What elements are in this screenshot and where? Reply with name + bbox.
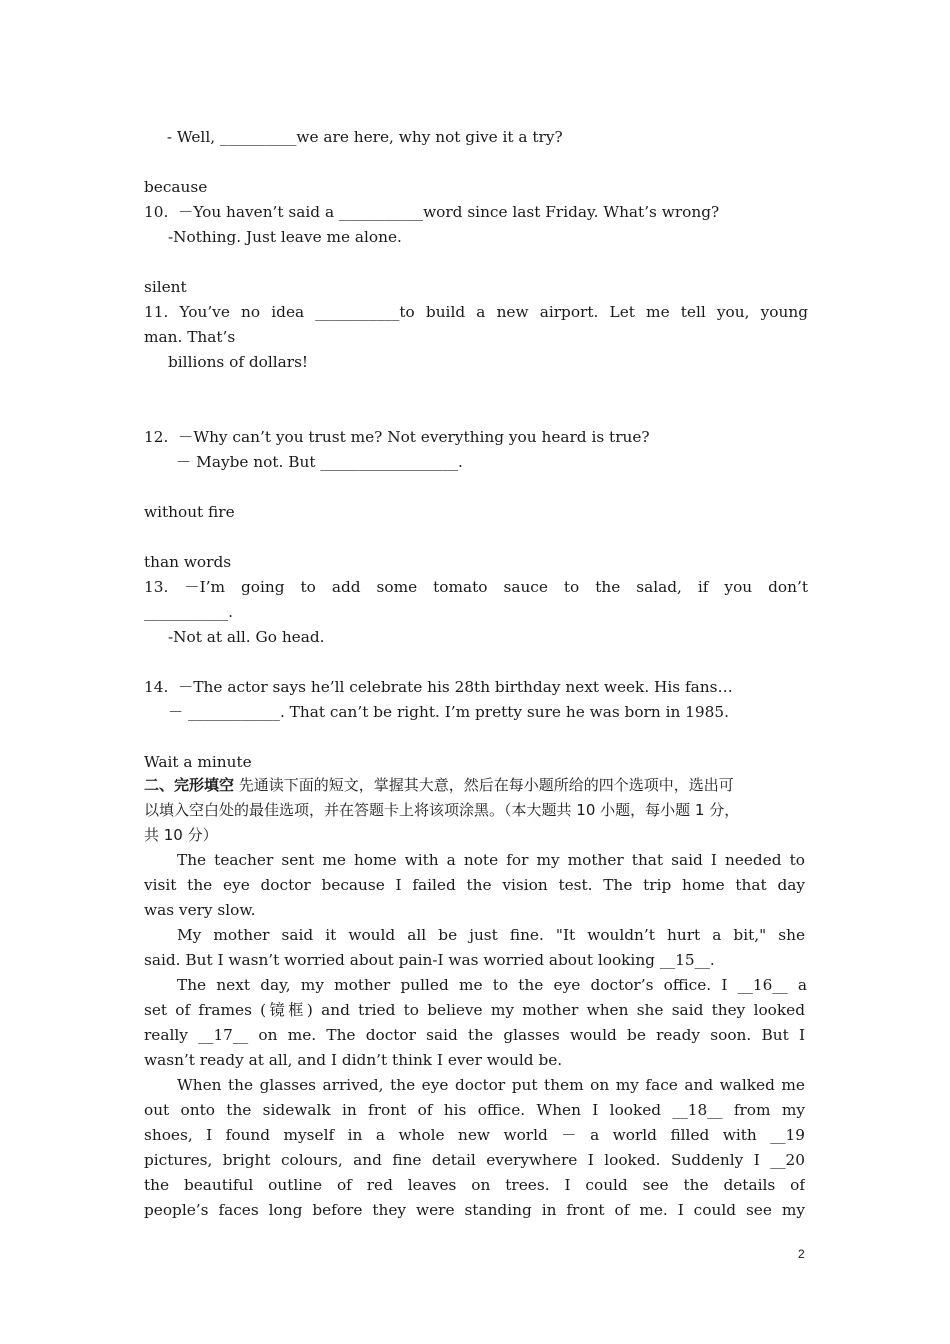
- q11-options-cd: [144, 400, 808, 425]
- passage-line: My mother said it would all be just fine. "It wouldn’t hurt a bit," she: [177, 926, 805, 944]
- q9-options: [144, 150, 808, 175]
- passage-line: The next day, my mother pulled me to the eye doctor’s office. I __16__ a: [177, 976, 807, 994]
- passage-line: wasn’t ready at all, and I didn’t think I ever would be.: [144, 1051, 563, 1069]
- passage-line: the beautiful outline of red leaves on trees. I could see the details of: [144, 1176, 805, 1194]
- q10-response: -Nothing. Just leave me alone.: [168, 228, 402, 246]
- q12-options-ab: [144, 475, 808, 500]
- passage-line: people’s faces long before they were standing in front of me. I could see my: [144, 1201, 805, 1219]
- passage-line: When the glasses arrived, the eye doctor put them on my face and walked me: [177, 1076, 805, 1094]
- q10-options: [144, 250, 808, 275]
- q12-option-b-wrap: without fire: [144, 503, 235, 521]
- q9-line: - Well, __________we are here, why not give it a try?: [162, 128, 563, 146]
- q14-stem: 14. －The actor says he’ll celebrate his 28th birthday next week. His fans…: [144, 678, 733, 696]
- q13-stem-blank: ___________.: [144, 603, 233, 621]
- passage-line: said. But I wasn’t worried about pain-I was worried about looking __15__.: [144, 951, 715, 969]
- q13-stem: 13. －I’m going to add some tomato sauce to the salad, if you don’t: [144, 578, 808, 596]
- passage-line: shoes, I found myself in a whole new world － a world filled with __19: [144, 1126, 805, 1144]
- q11-stem-end: billions of dollars!: [168, 353, 309, 371]
- q12-response: － Maybe not. But __________________.: [176, 453, 463, 471]
- section2-instructions-line3: 共 10 分）: [144, 826, 218, 844]
- passage-line: visit the eye doctor because I failed the vision test. The trip home that day: [144, 876, 805, 894]
- q14-response: － ____________. That can’t be right. I’m pretty sure he was born in 1985.: [168, 703, 729, 721]
- q12-option-d-wrap: than words: [144, 553, 232, 571]
- passage-line: out onto the sidewalk in front of his office. When I looked __18__ from my: [144, 1101, 805, 1119]
- q10-stem: 10. －You haven’t said a ___________word since last Friday. What’s wrong?: [144, 203, 720, 221]
- section2-instructions-line1: [144, 773, 816, 798]
- q11-stem-cont: man. That’s: [144, 328, 236, 346]
- section2-instructions-part1: 先通读下面的短文，掌握其大意，然后在每小题所给的四个选项中，选出可: [234, 776, 734, 794]
- q12-stem: 12. －Why can’t you trust me? Not everything you heard is true?: [144, 428, 650, 446]
- section2-heading: 二、完形填空: [144, 776, 235, 794]
- passage-line: The teacher sent me home with a note for my mother that said I needed to: [177, 851, 805, 869]
- passage-line: pictures, bright colours, and fine detail everywhere I looked. Suddenly I __20: [144, 1151, 805, 1169]
- passage-line: set of frames (镜框) and tried to believe my mother when she said they looked: [144, 1001, 805, 1019]
- q10-option-d-wrap: silent: [144, 278, 187, 296]
- page-number: 2: [798, 1247, 805, 1261]
- q11-stem: 11. You’ve no idea ___________to build a new airport. Let me tell you, young: [144, 303, 808, 321]
- q14-option-d-wrap: Wait a minute: [144, 753, 252, 771]
- q12-options-cd: [144, 525, 808, 550]
- passage-line: was very slow.: [144, 901, 256, 919]
- q11-options-ab: [144, 375, 808, 400]
- section2-instructions-line2: 以填入空白处的最佳选项，并在答题卡上将该项涂黑。（本大题共 10 小题，每小题 1 分，: [144, 801, 740, 819]
- q13-response: -Not at all. Go head.: [168, 628, 325, 646]
- q13-options: [144, 650, 808, 675]
- q14-options: [144, 725, 808, 750]
- q9-option-d-wrap: because: [144, 178, 208, 196]
- passage-line: really __17__ on me. The doctor said the glasses would be ready soon. But I: [144, 1026, 805, 1044]
